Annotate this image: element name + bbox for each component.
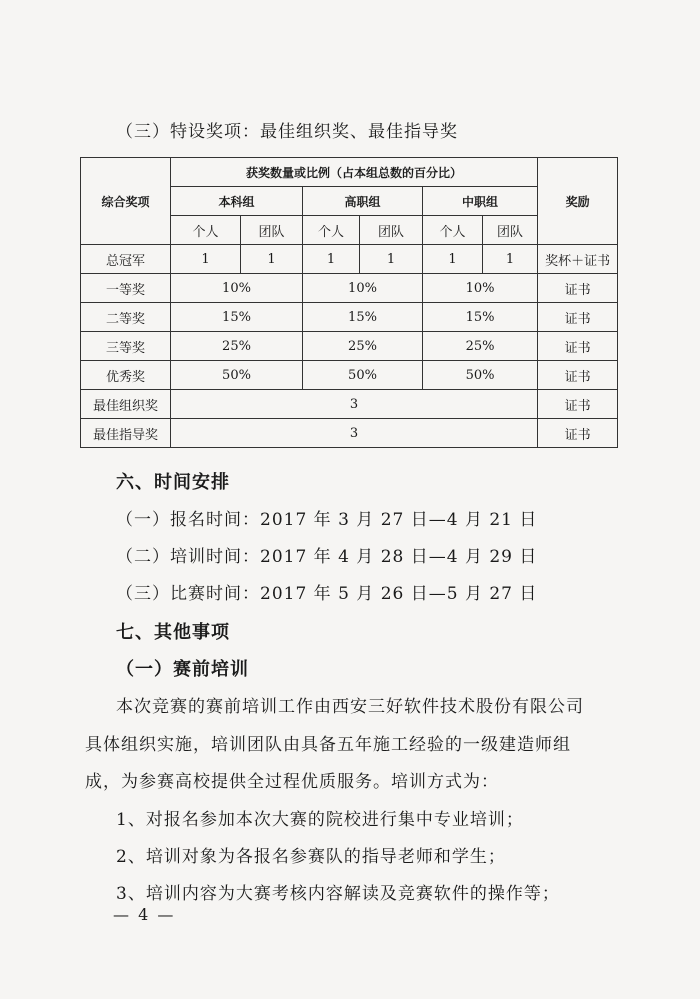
row-label: 三等奖	[81, 332, 171, 361]
row-label: 优秀奖	[81, 361, 171, 390]
table-cell: 10%	[171, 274, 303, 303]
table-cell: 15%	[303, 303, 423, 332]
section7-sub1: （一）赛前培训	[116, 659, 249, 680]
table-cell: 1	[360, 245, 423, 274]
list-item: 1、对报名参加本次大赛的院校进行集中专业培训；	[116, 810, 524, 830]
group-secondary: 中职组	[423, 187, 538, 216]
row-label: 总冠军	[81, 245, 171, 274]
awards-table	[80, 157, 618, 448]
table-row	[81, 419, 618, 448]
table-cell: 50%	[423, 361, 538, 390]
table-cell: 1	[171, 245, 241, 274]
sub-header: 个人	[171, 216, 241, 245]
table-cell: 25%	[171, 332, 303, 361]
table-row	[81, 245, 618, 274]
reward-cell: 奖杯＋证书	[538, 245, 618, 274]
schedule-item: （二）培训时间：2017 年 4 月 28 日—4 月 29 日	[116, 547, 538, 567]
table-cell: 1	[483, 245, 538, 274]
reward-cell: 证书	[538, 361, 618, 390]
table-cell: 10%	[303, 274, 423, 303]
table-cell: 1	[303, 245, 360, 274]
table-cell: 3	[171, 419, 538, 448]
sub-header: 个人	[303, 216, 360, 245]
table-cell: 50%	[303, 361, 423, 390]
header-reward: 奖励	[538, 158, 618, 245]
table-cell: 3	[171, 390, 538, 419]
section7-title: 七、其他事项	[116, 622, 230, 643]
group-undergrad: 本科组	[171, 187, 303, 216]
sub-header: 团队	[483, 216, 538, 245]
paragraph-line: 成，为参赛高校提供全过程优质服务。培训方式为：	[85, 772, 499, 792]
schedule-item: （三）比赛时间：2017 年 5 月 26 日—5 月 27 日	[116, 584, 538, 604]
page-number: — 4 —	[113, 905, 176, 924]
special-awards-heading: （三）特设奖项：最佳组织奖、最佳指导奖	[116, 122, 458, 142]
schedule-item: （一）报名时间：2017 年 3 月 27 日—4 月 21 日	[116, 510, 538, 530]
row-label: 一等奖	[81, 274, 171, 303]
sub-header: 团队	[241, 216, 303, 245]
sub-header: 个人	[423, 216, 483, 245]
table-cell: 25%	[303, 332, 423, 361]
table-row	[81, 303, 618, 332]
row-label: 二等奖	[81, 303, 171, 332]
group-vocational: 高职组	[303, 187, 423, 216]
paragraph-line: 本次竞赛的赛前培训工作由西安三好软件技术股份有限公司	[116, 697, 584, 717]
header-main: 综合奖项	[81, 158, 171, 245]
reward-cell: 证书	[538, 303, 618, 332]
reward-cell: 证书	[538, 332, 618, 361]
row-label: 最佳组织奖	[81, 390, 171, 419]
table-cell: 1	[423, 245, 483, 274]
row-label: 最佳指导奖	[81, 419, 171, 448]
section6-title: 六、时间安排	[116, 472, 230, 493]
reward-cell: 证书	[538, 274, 618, 303]
table-cell: 15%	[423, 303, 538, 332]
table-cell: 10%	[423, 274, 538, 303]
list-item: 3、培训内容为大赛考核内容解读及竞赛软件的操作等；	[116, 884, 560, 904]
table-cell: 50%	[171, 361, 303, 390]
table-row	[81, 332, 618, 361]
table-row	[81, 274, 618, 303]
table-cell: 1	[241, 245, 303, 274]
sub-header: 团队	[360, 216, 423, 245]
table-row	[81, 361, 618, 390]
paragraph-line: 具体组织实施，培训团队由具备五年施工经验的一级建造师组	[85, 735, 571, 755]
header-span: 获奖数量或比例（占本组总数的百分比）	[171, 158, 538, 187]
table-row	[81, 390, 618, 419]
list-item: 2、培训对象为各报名参赛队的指导老师和学生；	[116, 847, 506, 867]
table-cell: 15%	[171, 303, 303, 332]
reward-cell: 证书	[538, 390, 618, 419]
reward-cell: 证书	[538, 419, 618, 448]
table-cell: 25%	[423, 332, 538, 361]
